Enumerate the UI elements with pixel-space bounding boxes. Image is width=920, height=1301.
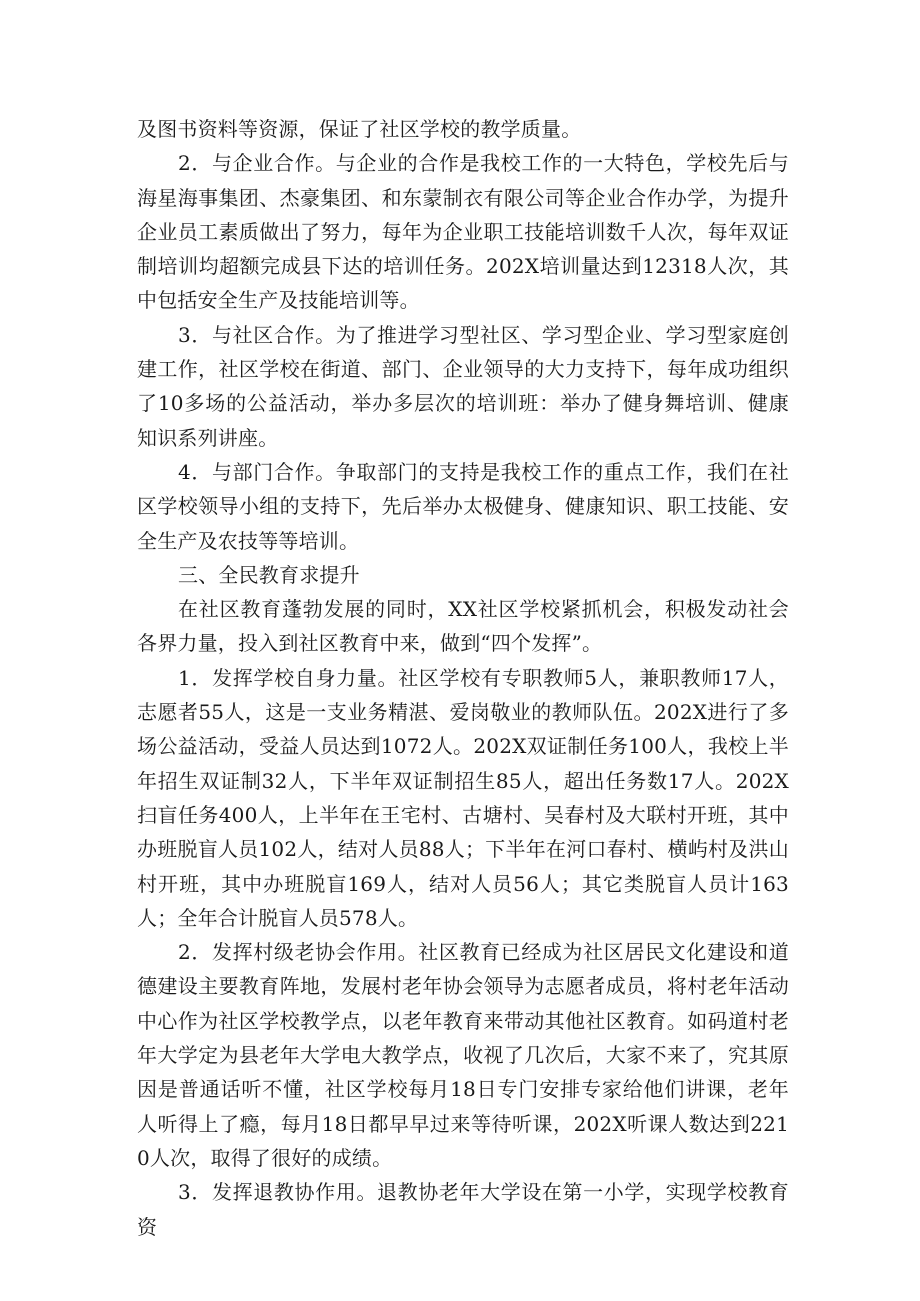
paragraph-continuation: 及图书资料等资源，保证了社区学校的教学质量。 <box>137 117 582 141</box>
paragraph-community-cooperation: 3．与社区合作。为了推进学习型社区、学习型企业、学习型家庭创建工作，社区学校在街道、部门、企业领导的大力支持下，每年成功组织了10多场的公益活动，举办多层次的培训班：举办了健身舞培训、健康知识系列讲座。 <box>137 322 789 450</box>
paragraph-enterprise-cooperation: 2．与企业合作。与企业的合作是我校工作的一大特色，学校先后与海星海事集团、杰豪集团、和东蒙制衣有限公司等企业合作办学，为提升企业员工素质做出了努力，每年为企业职工技能培训数千人次，每年双证制培训均超额完成县下达的培训任务。202X培训量达到12318人次，其中包括安全生产及技能培训等。 <box>137 151 789 313</box>
document-page <box>137 112 789 1244</box>
section-heading: 三、全民教育求提升 <box>178 562 360 587</box>
paragraph-section-intro: 在社区教育蓬勃发展的同时，XX社区学校紧抓机会，积极发动社会各界力量，投入到社区教育中来，做到“四个发挥”。 <box>137 597 789 656</box>
paragraph-retired-teachers: 3．发挥退教协作用。退教协老年大学设在第一小学，实现学校教育资 <box>137 1180 789 1239</box>
paragraph-elderly-association: 2．发挥村级老协会作用。社区教育已经成为社区居民文化建设和道德建设主要教育阵地，发展村老年协会领导为志愿者成员，将村老年活动中心作为社区学校教学点，以老年教育来带动其他社区教育。如码道村老年大学定为县老年大学电大教学点，收视了几次后，大家不来了，究其原因是普通话听不懂，社区学校每月18日专门安排专家给他们讲课，老年人听得上了瘾，每月18日都早早过来等待听课，202X听课人数达到2210人次，取得了很好的成绩。 <box>137 940 789 1170</box>
paragraph-department-cooperation: 4．与部门合作。争取部门的支持是我校工作的重点工作，我们在社区学校领导小组的支持下，先后举办太极健身、健康知识、职工技能、安全生产及农技等等培训。 <box>137 459 789 553</box>
paragraph-school-strength: 1．发挥学校自身力量。社区学校有专职教师5人，兼职教师17人，志愿者55人，这是一支业务精湛、爱岗敬业的教师队伍。202X进行了多场公益活动，受益人员达到1072人。202X双证制任务100人，我校上半年招生双证制32人，下半年双证制招生85人，超出任务数17人。202X扫盲任务400人，上半年在王宅村、古塘村、吴春村及大联村开班，其中办班脱盲人员102人，结对人员88人；下半年在河口春村、横屿村及洪山村开班，其中办班脱盲169人，结对人员56人；其它类脱盲人员计163人；全年合计脱盲人员578人。 <box>137 665 789 930</box>
